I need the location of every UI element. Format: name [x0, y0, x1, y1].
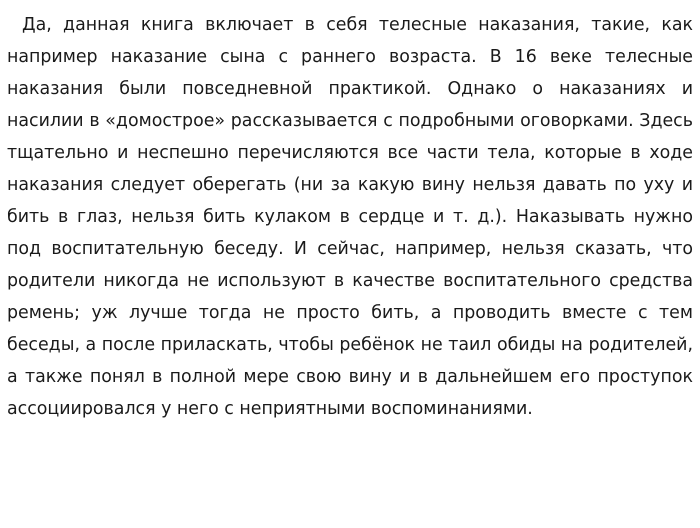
document-body — [7, 9, 693, 425]
body-paragraph: Да, данная книга включает в себя телесные наказания, такие, как например наказание сына с раннего возраста. В 16 веке телесные наказания были повседневной практикой. Однако о наказаниях и насилии в «домострое» рассказывается с подробными оговорками. Здесь тщательно и неспешно перечисляются все части тела, которые в ходе наказания следует оберегать (ни за какую вину нельзя давать по уху и бить в глаз, нельзя бить кулаком в сердце и т. д.). Наказывать нужно под воспитательную беседу. И сейчас, например, нельзя сказать, что родители никогда не используют в качестве воспитательного средства ремень; уж лучше тогда не просто бить, а проводить вместе с тем беседы, а после приласкать, чтобы ребёнок не таил обиды на родителей, а также понял в полной мере свою вину и в дальнейшем его проступок ассоциировался у него с неприятными воспоминаниями. — [7, 15, 693, 419]
